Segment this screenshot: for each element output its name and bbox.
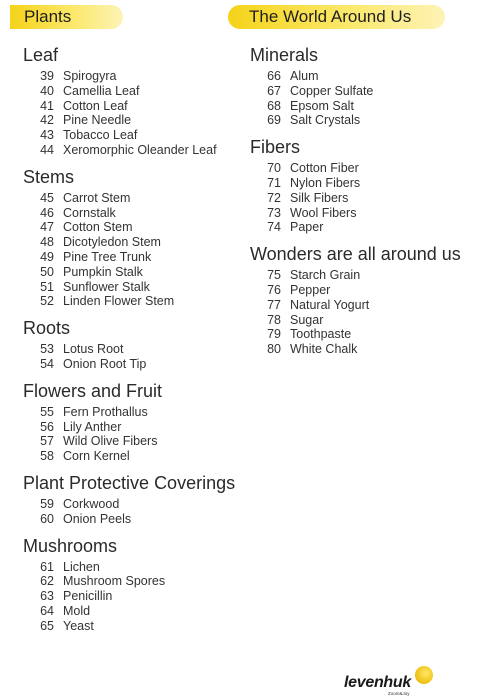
slide-number: 39 <box>40 69 54 83</box>
section-title: Wonders are all around us <box>250 244 461 265</box>
slide-label: Lichen <box>63 559 100 574</box>
plants-header-label: Plants <box>24 7 72 26</box>
list-item <box>250 220 475 235</box>
list-item <box>23 250 233 265</box>
slide-number: 54 <box>40 356 54 371</box>
list-item <box>250 84 475 99</box>
list-item <box>23 589 233 604</box>
slide-number: 55 <box>40 404 54 419</box>
slide-label: Linden Flower Stem <box>63 294 175 309</box>
list-item <box>23 128 233 143</box>
slide-number: 73 <box>267 205 281 220</box>
slide-label: Dicotyledon Stem <box>63 235 161 250</box>
section <box>250 44 475 128</box>
list-item <box>250 161 475 176</box>
slide-label: Carrot Stem <box>63 190 131 205</box>
list-item <box>23 206 233 221</box>
list-item <box>250 327 475 342</box>
section <box>23 535 233 634</box>
list-item <box>23 265 233 280</box>
slide-label: Wild Olive Fibers <box>63 434 158 449</box>
slide-list <box>250 69 475 128</box>
world-around-us-header <box>228 5 445 29</box>
list-item <box>23 604 233 619</box>
slide-label: Penicillin <box>63 589 113 604</box>
section <box>250 136 475 235</box>
slide-list <box>23 342 233 372</box>
slide-number: 79 <box>267 327 281 342</box>
slide-number: 44 <box>40 142 54 157</box>
slide-label: Yeast <box>63 618 94 633</box>
slide-list <box>23 69 233 158</box>
slide-label: Pumpkin Stalk <box>63 264 143 279</box>
slide-number: 58 <box>40 449 54 464</box>
levenhuk-logo <box>344 666 464 696</box>
slide-number: 50 <box>40 264 54 279</box>
list-item <box>250 191 475 206</box>
slide-label: Tobacco Leaf <box>63 128 138 143</box>
slide-label: Silk Fibers <box>290 190 349 205</box>
slide-label: Spirogyra <box>63 69 117 83</box>
slide-label: Starch Grain <box>290 268 361 283</box>
slide-number: 66 <box>267 69 281 83</box>
list-item <box>250 206 475 221</box>
slide-number: 43 <box>40 128 54 143</box>
plants-column <box>23 44 236 642</box>
list-item <box>250 342 475 357</box>
section-title: Stems <box>23 166 75 187</box>
slide-label: Pine Needle <box>63 113 132 128</box>
slide-label: Xeromorphic Oleander Leaf <box>63 142 217 157</box>
slide-number: 49 <box>40 249 54 264</box>
list-item <box>23 113 233 128</box>
plants-header <box>10 5 123 29</box>
section <box>23 166 233 309</box>
slide-label: Wool Fibers <box>290 205 357 220</box>
list-item <box>250 113 475 128</box>
slide-number: 74 <box>267 220 281 235</box>
section <box>250 243 475 357</box>
slide-number: 64 <box>40 603 54 618</box>
slide-number: 71 <box>267 175 281 190</box>
slide-number: 47 <box>40 220 54 235</box>
slide-number: 67 <box>267 83 281 98</box>
slide-number: 42 <box>40 113 54 128</box>
list-item <box>23 342 233 357</box>
logo-tagline: Zoom&Joy <box>388 691 410 696</box>
slide-number: 53 <box>40 342 54 357</box>
slide-label: Corkwood <box>63 496 120 511</box>
section-title: Mushrooms <box>23 535 118 556</box>
slide-number: 60 <box>40 511 54 526</box>
section <box>23 472 236 527</box>
list-item <box>250 283 475 298</box>
logo-sun-icon <box>415 666 433 684</box>
slide-label: Sunflower Stalk <box>63 279 150 294</box>
list-item <box>250 313 475 328</box>
slide-label: Nylon Fibers <box>290 175 361 190</box>
slide-label: Cotton Leaf <box>63 98 128 113</box>
slide-number: 70 <box>267 161 281 176</box>
slide-number: 72 <box>267 190 281 205</box>
slide-number: 77 <box>267 297 281 312</box>
list-item <box>23 280 233 295</box>
slide-label: White Chalk <box>290 342 358 357</box>
slide-label: Paper <box>290 220 324 235</box>
section-title: Fibers <box>250 137 301 158</box>
slide-label: Pine Tree Trunk <box>63 249 152 264</box>
slide-number: 76 <box>267 282 281 297</box>
slide-label: Pepper <box>290 282 331 297</box>
slide-number: 52 <box>40 294 54 309</box>
slide-number: 56 <box>40 419 54 434</box>
list-item <box>23 420 233 435</box>
slide-label: Cotton Fiber <box>290 161 359 176</box>
list-item <box>23 619 233 634</box>
list-item <box>23 560 233 575</box>
slide-number: 61 <box>40 559 54 574</box>
section <box>23 380 233 464</box>
list-item <box>23 191 233 206</box>
slide-number: 62 <box>40 574 54 589</box>
list-item <box>23 357 233 372</box>
slide-label: Natural Yogurt <box>290 297 370 312</box>
slide-number: 40 <box>40 83 54 98</box>
section <box>23 317 233 372</box>
list-item <box>23 449 233 464</box>
slide-label: Cornstalk <box>63 205 116 220</box>
section-title: Roots <box>23 318 71 339</box>
world-around-us-header-label: The World Around Us <box>249 7 412 26</box>
slide-label: Onion Peels <box>63 511 132 526</box>
slide-number: 78 <box>267 312 281 327</box>
slide-label: Toothpaste <box>290 327 352 342</box>
slide-list <box>23 497 233 527</box>
slide-label: Camellia Leaf <box>63 83 140 98</box>
list-item <box>23 294 233 309</box>
slide-list <box>23 191 233 309</box>
list-item <box>23 512 233 527</box>
slide-label: Alum <box>290 69 319 83</box>
list-item <box>250 268 475 283</box>
slide-list <box>23 560 233 634</box>
slide-number: 45 <box>40 190 54 205</box>
slide-number: 63 <box>40 589 54 604</box>
slide-list <box>250 268 475 357</box>
slide-number: 75 <box>267 268 281 283</box>
list-item <box>23 220 233 235</box>
slide-number: 48 <box>40 235 54 250</box>
list-item <box>23 143 233 158</box>
slide-number: 65 <box>40 618 54 633</box>
list-item <box>250 298 475 313</box>
section-title: Minerals <box>250 45 319 65</box>
list-item <box>250 176 475 191</box>
list-item <box>23 235 233 250</box>
list-item <box>250 69 475 84</box>
world-around-us-column <box>250 44 475 365</box>
slide-number: 57 <box>40 434 54 449</box>
list-item <box>23 574 233 589</box>
slide-label: Corn Kernel <box>63 449 130 464</box>
section-title: Leaf <box>23 45 59 65</box>
slide-label: Cotton Stem <box>63 220 133 235</box>
list-item <box>23 99 233 114</box>
slide-number: 59 <box>40 496 54 511</box>
slide-label: Sugar <box>290 312 324 327</box>
slide-number: 68 <box>267 98 281 113</box>
logo-wordmark: levenhuk <box>344 674 411 691</box>
slide-label: Copper Sulfate <box>290 83 374 98</box>
slide-number: 41 <box>40 98 54 113</box>
section <box>23 44 233 158</box>
list-item <box>23 84 233 99</box>
slide-list <box>250 161 475 235</box>
slide-label: Fern Prothallus <box>63 404 148 419</box>
section-title: Plant Protective Coverings <box>23 472 236 493</box>
slide-number: 80 <box>267 342 281 357</box>
list-item <box>23 405 233 420</box>
slide-label: Salt Crystals <box>290 113 361 128</box>
list-item <box>23 434 233 449</box>
list-item <box>23 497 233 512</box>
slide-number: 51 <box>40 279 54 294</box>
list-item <box>23 69 233 84</box>
slide-label: Mold <box>63 603 91 618</box>
slide-number: 46 <box>40 205 54 220</box>
slide-label: Lotus Root <box>63 342 124 357</box>
slide-label: Epsom Salt <box>290 98 354 113</box>
list-item <box>250 99 475 114</box>
slide-number: 69 <box>267 113 281 128</box>
slide-label: Mushroom Spores <box>63 574 166 589</box>
slide-label: Lily Anther <box>63 419 122 434</box>
section-title: Flowers and Fruit <box>23 380 163 401</box>
slide-list <box>23 405 233 464</box>
slide-label: Onion Root Tip <box>63 356 147 371</box>
